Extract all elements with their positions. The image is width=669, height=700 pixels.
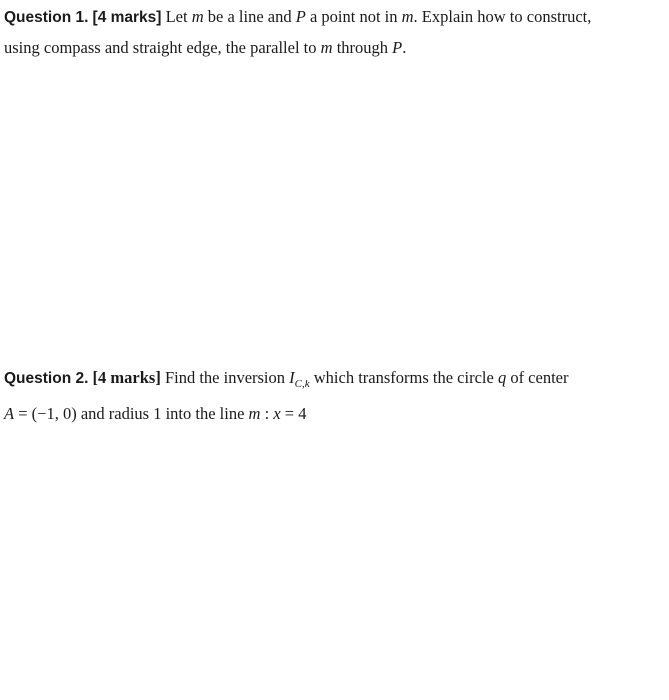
question-1-text: Let m be a line and P a point not in m. Explain how to construct, using compass and straight edge, the parallel to m through P. [4, 7, 592, 57]
question-2-heading: Question 2. [4, 370, 89, 387]
question-2-text: Find the inversion $I_{C,k}$ which transforms the circle q of center A = (−1, 0) and radius 1 into the line m : x = 4 [4, 368, 569, 423]
question-2 [4, 363, 664, 429]
question-2-marks: [4 marks] [92, 368, 161, 387]
question-1-marks: [4 marks] [92, 9, 162, 26]
question-1-heading: Question 1. [4, 9, 89, 26]
question-1 [4, 2, 664, 63]
